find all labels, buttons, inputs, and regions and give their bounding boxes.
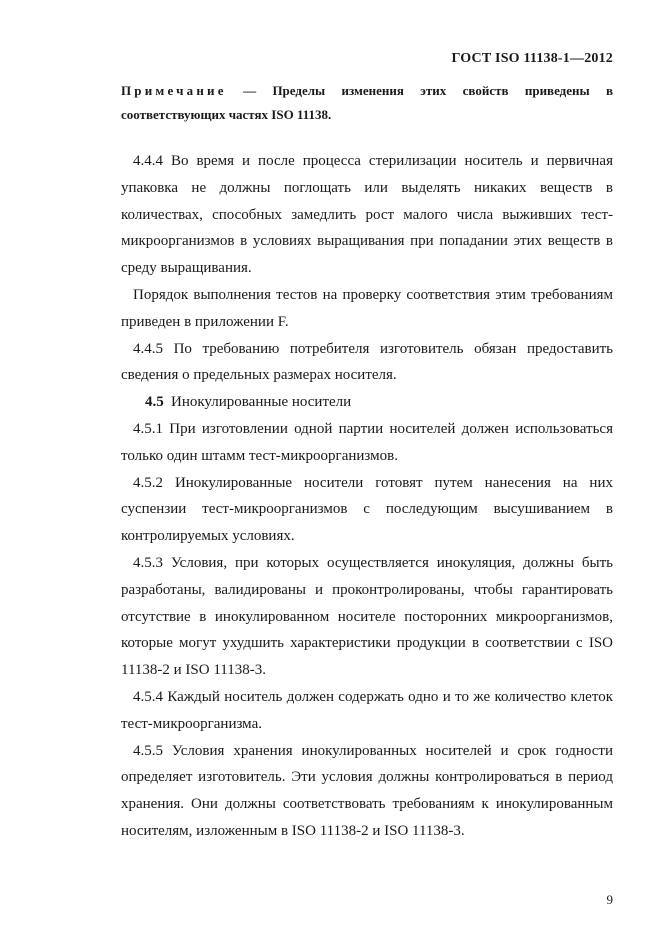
note-text-1: Пределы изменения этих свойств приведены в — [272, 83, 614, 98]
paragraph-4-5-2: 4.5.2 Инокулированные носители готовят путем нанесения на них суспензии тест-микроорганизмов с последующим высушиванием в контролируемых условиях. — [121, 474, 613, 545]
paragraph-4-5-5: 4.5.5 Условия хранения инокулированных носителей и срок годности определяет изготовитель. Эти условия должны контролироваться в период хранения. Они должны соответствовать требованиям к инокулированным носителям, изложенным в ISO 11138-2 и ISO 11138-3. — [121, 742, 613, 839]
section-number: 4.5 — [145, 394, 164, 411]
paragraph-4-5-4: 4.5.4 Каждый носитель должен содержать одно и то же количество клеток тест-микроорганизма. — [121, 688, 613, 732]
note-line-1 — [121, 79, 613, 103]
paragraph-4-4-5: 4.4.5 По требованию потребителя изготовитель обязан предоставить сведения о предельных размерах носителя. — [121, 340, 613, 384]
note-dash: — — [243, 83, 257, 98]
note-line-2: соответствующих частях ISO 11138. — [121, 107, 332, 122]
paragraph-4-5-1: 4.5.1 При изготовлении одной партии носителей должен использоваться только один штамм тест-микроорганизмов. — [121, 420, 613, 464]
page-number: 9 — [606, 892, 613, 907]
paragraph-4-5-3: 4.5.3 Условия, при которых осуществляется инокуляция, должны быть разработаны, валидированы и проконтролированы, чтобы гарантировать отсутствие в инокулированном носителе посторонних микроорганизмов, которые могут ухудшить характеристики продукции в соответствии с ISO 11138-2 и ISO 11138-3. — [121, 554, 613, 679]
section-heading — [121, 389, 613, 416]
body-text — [121, 148, 613, 845]
standard-header: ГОСТ ISO 11138-1—2012 — [451, 51, 613, 66]
paragraph-4-4-4: 4.4.4 Во время и после процесса стерилизации носитель и первичная упаковка не должны поглощать или выделять никаких веществ в количествах, способных замедлить рост малого числа выживших тест-микроорганизмов в условиях выращивания при попадании этих веществ в среду выращивания. — [121, 153, 613, 277]
section-title: Инокулированные носители — [171, 394, 352, 411]
note-label: Примечание — [121, 83, 227, 98]
paragraph-test-order: Порядок выполнения тестов на проверку соответствия этим требованиям приведен в приложении F. — [121, 286, 613, 330]
